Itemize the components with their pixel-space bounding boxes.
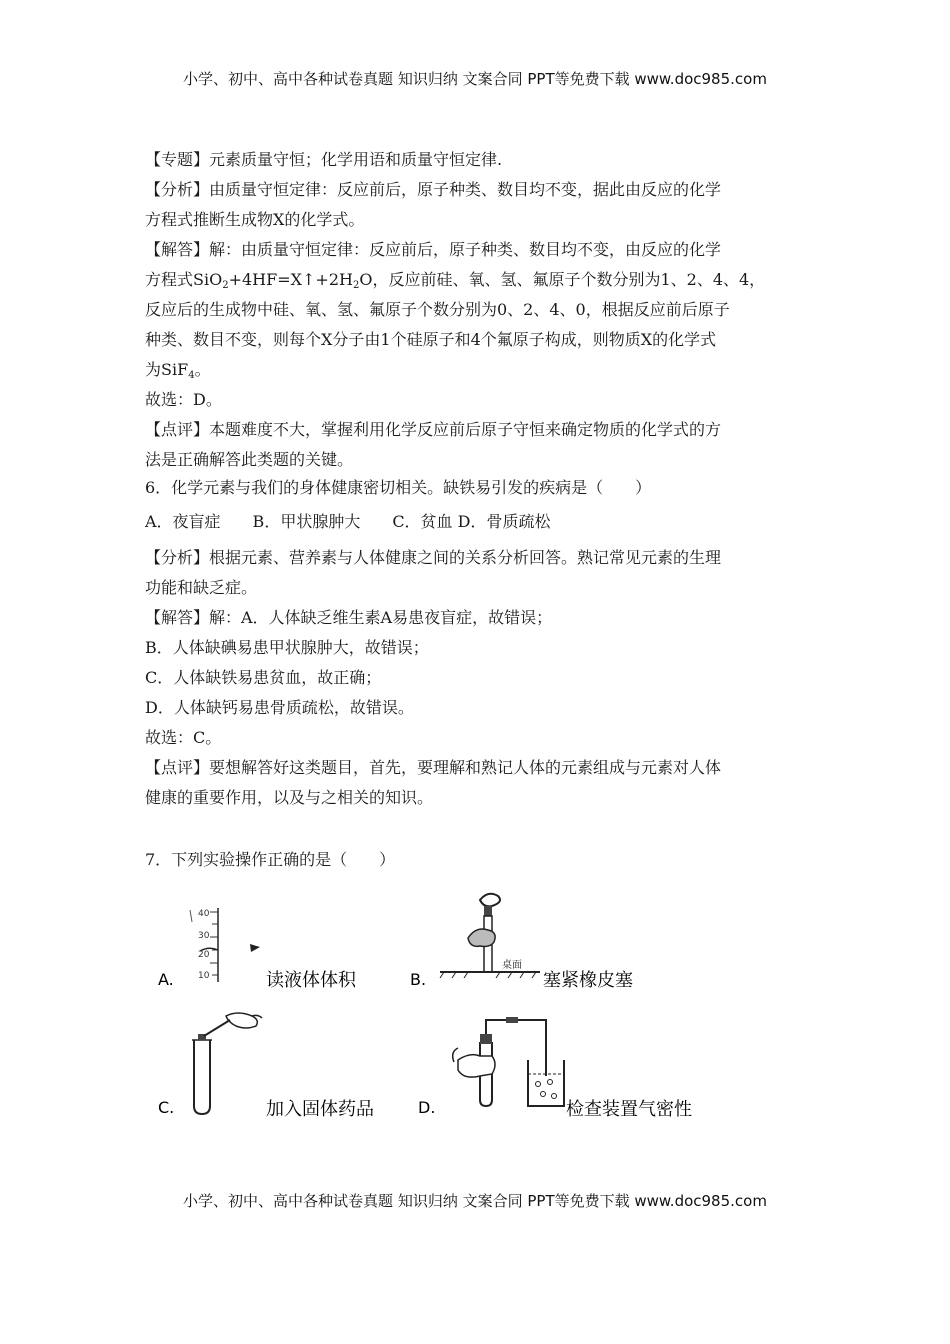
- q5-equation-part1: 方程式SiO: [145, 270, 223, 289]
- subscript: 2: [352, 280, 360, 291]
- option-a-caption: 读液体体积: [266, 970, 356, 991]
- q5-topic: 【专题】元素质量守恒；化学用语和质量守恒定律.: [145, 150, 503, 169]
- graduated-cylinder-figure: [180, 900, 270, 990]
- q7-stem: 7．下列实验操作正确的是（ ）: [145, 850, 396, 869]
- q6-answer-d: D．人体缺钙易患骨质疏松，故错误。: [145, 698, 414, 717]
- option-a-letter: A.: [158, 970, 174, 989]
- q5-equation-part2: +4HF=X↑+2H: [228, 270, 353, 289]
- test-tube-solid-figure: [180, 1010, 280, 1120]
- q5-comment-line2: 法是正确解答此类题的关键。: [145, 450, 354, 469]
- option-c-letter: C.: [158, 1098, 175, 1117]
- tick-label: 40: [198, 909, 210, 919]
- option-c-caption: 加入固体药品: [266, 1099, 374, 1120]
- q5-answer-line3: 反应后的生成物中硅、氧、氢、氟原子个数分别为0、2、4、0，根据反应前后原子: [145, 300, 730, 319]
- tick-label: 20: [198, 950, 210, 960]
- option-d-letter: D.: [418, 1098, 436, 1117]
- q5-analysis-line1: 【分析】由质量守恒定律：反应前后，原子种类、数目均不变，据此由反应的化学: [145, 180, 722, 199]
- q5-analysis-line2: 方程式推断生成物X的化学式。: [145, 210, 365, 229]
- q6-answer-c: C．人体缺铁易患贫血，故正确；: [145, 668, 382, 687]
- subscript: 4: [188, 370, 195, 381]
- q5-equation-part3: O，反应前硅、氧、氢、氟原子个数分别为1、2、4、4，: [359, 270, 766, 289]
- option-d-caption: 检查装置气密性: [566, 1099, 692, 1120]
- subscript: 2: [222, 280, 229, 291]
- q6-options: A．夜盲症 B．甲状腺肿大 C．贫血 D．骨质疏松: [145, 512, 551, 531]
- page-footer: 小学、初中、高中各种试卷真题 知识归纳 文案合同 PPT等免费下载 www.doc985.com: [183, 1192, 767, 1210]
- q6-analysis-line2: 功能和缺乏症。: [145, 578, 258, 597]
- desk-label: 桌面: [502, 960, 522, 971]
- q5-choice: 故选：D。: [145, 390, 222, 409]
- q5-period: 。: [194, 360, 211, 379]
- q5-answer-line1: 【解答】解：由质量守恒定律：反应前后，原子种类、数目均不变，由反应的化学: [145, 240, 722, 259]
- airtightness-apparatus-figure: [450, 1012, 570, 1112]
- q6-answer-a: 【解答】解：A．人体缺乏维生素A易患夜盲症，故错误；: [145, 608, 553, 627]
- q5-answer-line4: 种类、数目不变，则每个X分子由1个硅原子和4个氟原子构成，则物质X的化学式: [145, 330, 717, 349]
- q6-comment-line2: 健康的重要作用，以及与之相关的知识。: [145, 788, 434, 807]
- q6-stem: 6．化学元素与我们的身体健康密切相关。缺铁易引发的疾病是（ ）: [145, 478, 652, 497]
- q5-answer-line2: [145, 270, 765, 290]
- q6-answer-b: B．人体缺碘易患甲状腺肿大，故错误；: [145, 638, 429, 657]
- q5-comment-line1: 【点评】本题难度不大，掌握利用化学反应前后原子守恒来确定物质的化学式的方: [145, 420, 722, 439]
- page-header: 小学、初中、高中各种试卷真题 知识归纳 文案合同 PPT等免费下载 www.doc985.com: [183, 70, 767, 88]
- q6-comment-line1: 【点评】要想解答好这类题目，首先，要理解和熟记人体的元素组成与元素对人体: [145, 758, 722, 777]
- q5-formula: 为SiF: [145, 360, 189, 379]
- stopper-tube-figure: [440, 888, 550, 988]
- tick-label: 30: [198, 931, 210, 941]
- q5-answer-line5: [145, 360, 211, 380]
- option-b-caption: 塞紧橡皮塞: [543, 970, 633, 991]
- option-b-letter: B.: [410, 970, 427, 989]
- q6-analysis-line1: 【分析】根据元素、营养素与人体健康之间的关系分析回答。熟记常见元素的生理: [145, 548, 722, 567]
- q6-choice: 故选：C。: [145, 728, 222, 747]
- tick-label: 10: [198, 971, 210, 981]
